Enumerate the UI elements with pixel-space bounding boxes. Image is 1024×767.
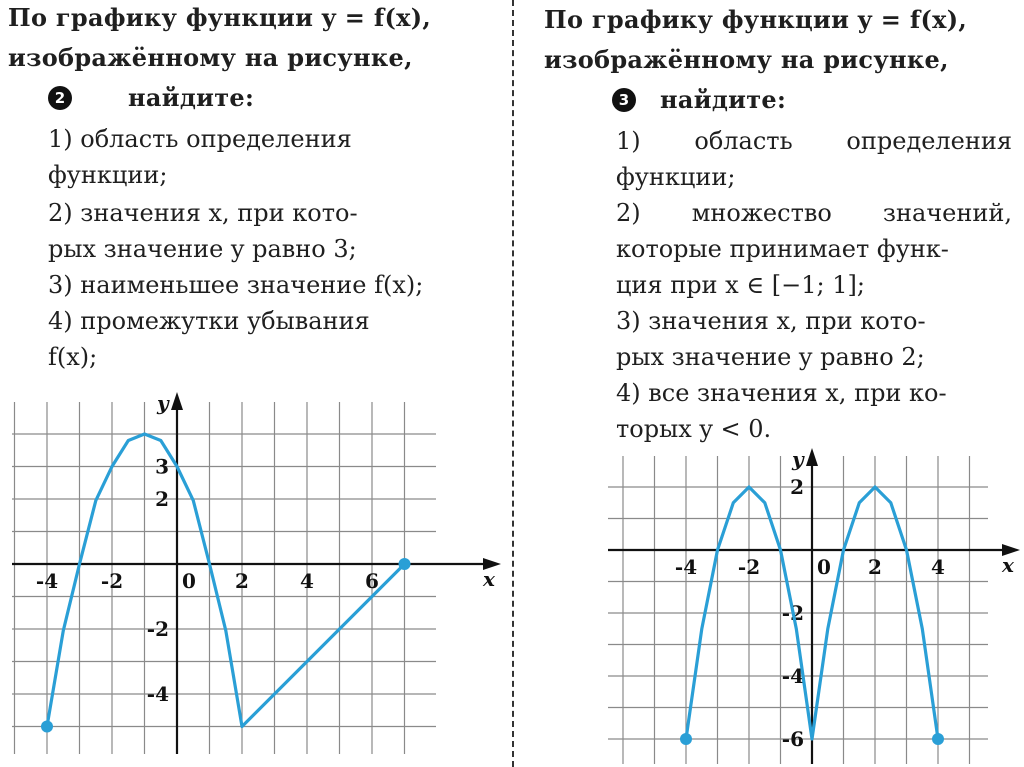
x-tick-label: 2 <box>235 569 249 593</box>
x-tick-label: 2 <box>868 555 882 579</box>
x-axis-label: x <box>483 567 495 591</box>
y-axis-arrow <box>806 448 818 466</box>
x-tick-label: 0 <box>817 555 831 579</box>
task-left-panel <box>0 0 505 767</box>
right-function-graph <box>600 446 1024 767</box>
x-tick-label: 0 <box>182 569 196 593</box>
right-item-line: 1) область определения <box>616 127 1012 155</box>
left-item-line: функции; <box>48 161 168 189</box>
y-tick-label: -2 <box>781 601 804 625</box>
right-task-number-badge: 3 <box>612 88 636 112</box>
left-title-line-3: найдите: <box>128 83 255 112</box>
x-tick-label: 4 <box>931 555 945 579</box>
right-item-line: функции; <box>616 163 736 191</box>
endpoint-marker <box>41 721 53 733</box>
y-tick-label: -6 <box>781 727 804 751</box>
right-title-line-1: По графику функции y = f(x), <box>544 5 968 34</box>
right-item-line: рых значение y равно 2; <box>616 343 925 371</box>
left-item-line: 3) наименьшее значение f(x); <box>48 271 424 299</box>
x-tick-label: -4 <box>674 555 698 579</box>
page-divider <box>512 0 514 767</box>
right-title-line-2: изображённому на рисунке, <box>544 45 949 74</box>
endpoint-marker <box>680 733 692 745</box>
left-function-graph <box>0 390 505 767</box>
y-tick-label: 2 <box>790 475 804 499</box>
y-tick-label: 2 <box>155 487 169 511</box>
x-axis-label: x <box>1002 553 1014 577</box>
endpoint-marker <box>932 733 944 745</box>
y-tick-label: 3 <box>155 454 169 479</box>
y-tick-label: -4 <box>146 682 169 706</box>
x-tick-label: -2 <box>737 555 761 579</box>
task-right-panel <box>520 0 1024 767</box>
right-item-line: ция при x ∈ [−1; 1]; <box>616 271 865 299</box>
left-item-line: f(x); <box>48 343 98 371</box>
right-item-line: торых y < 0. <box>616 415 772 443</box>
endpoint-marker <box>399 558 411 570</box>
y-tick-label: -4 <box>781 664 804 688</box>
left-title-line-1: По графику функции y = f(x), <box>8 3 432 32</box>
right-title-line-3: найдите: <box>660 85 787 114</box>
y-tick-label: -2 <box>146 617 169 641</box>
right-item-line: 4) все значения x, при ко- <box>616 379 947 407</box>
y-axis-arrow <box>171 392 183 410</box>
right-item-line: которые принимает функ- <box>616 235 949 263</box>
x-tick-label: -4 <box>35 569 59 593</box>
left-task-number-badge: 2 <box>48 86 72 110</box>
x-tick-label: -2 <box>100 569 124 593</box>
left-item-line: 4) промежутки убывания <box>48 307 370 335</box>
left-title-line-2: изображённому на рисунке, <box>8 43 413 72</box>
right-item-line: 2) множество значений, <box>616 199 1012 227</box>
x-tick-label: 4 <box>300 569 314 593</box>
y-axis-label: y <box>157 391 169 415</box>
left-item-line: 1) область определения <box>48 125 352 153</box>
x-tick-label: 6 <box>365 569 379 593</box>
left-item-line: рых значение y равно 3; <box>48 235 357 263</box>
left-item-line: 2) значения x, при кото- <box>48 199 358 227</box>
y-axis-label: y <box>792 447 804 471</box>
right-item-line: 3) значения x, при кото- <box>616 307 926 335</box>
